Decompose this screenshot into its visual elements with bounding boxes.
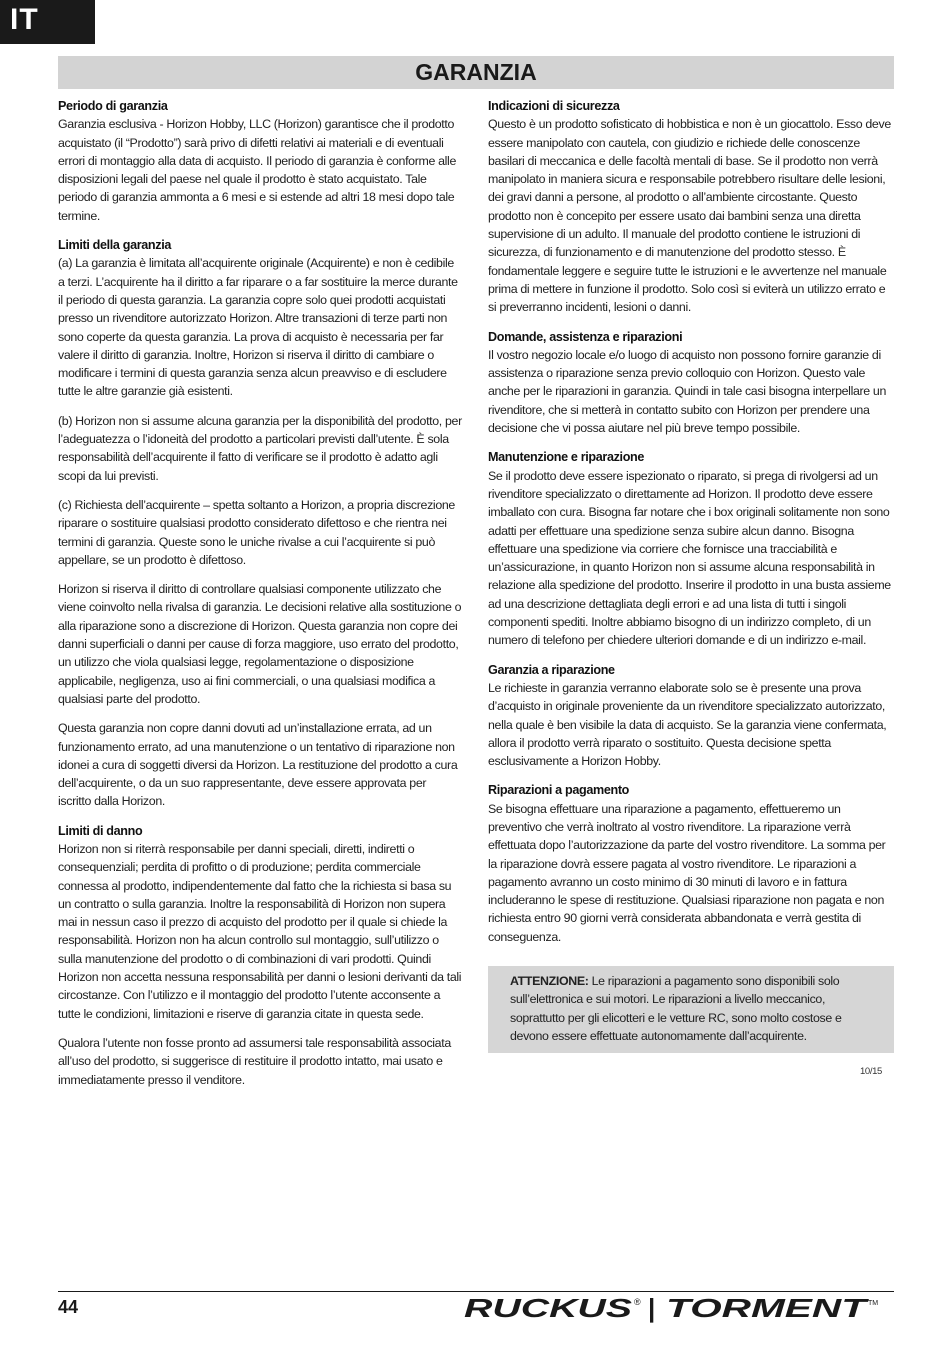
notice-text: Le riparazioni a pagamento sono disponibili solo sull’elettronica e sui motori. Le riparazioni a livello meccanico, soprattutto per gli elicotteri e le vetture RC, sono molto costose e devono essere effettuate autonomamente dall’acquirente. — [510, 974, 842, 1043]
paragraph: Garanzia esclusiva - Horizon Hobby, LLC (Horizon) garantisce che il prodotto acquistato (il “Prodotto”) sarà privo di difetti relativi ai materiali e di eventuali errori di montaggio alla data di acquisto. Il periodo di garanzia è conforme alle disposizioni legali del paese nel quale il prodotto è stato acquistato. Tale periodo di garanzia ammonta a 6 mesi e si estende ad altri 18 mesi dopo tale termine. — [58, 117, 456, 223]
section-heading: Limiti di danno — [58, 823, 143, 838]
paragraph: Le richieste in garanzia verranno elaborate solo se è presente una prova d’acquisto in originale proveniente da un rivenditore specializzato autorizzato, nella quale è ben visibile la data di acquisto. Se la garanzia viene confermata, allora il prodotto verrà riparato o sostituito. Questa decisione spetta esclusivamente a Horizon Hobby. — [488, 680, 887, 769]
page-number: 44 — [58, 1297, 79, 1317]
section-periodo-di-garanzia — [58, 97, 462, 225]
paragraph: Se bisogna effettuare una riparazione a pagamento, effettueremo un preventivo che verrà inoltrato al vostro rivenditore. La riparazione verrà effettuata dopo l’autorizzazione da parte del vostro rivenditore. La somma per la riparazione dovrà essere pagata al vostro rivenditore. Le riparazioni a pagamento avranno un costo minimo di 30 minuti di lavoro e in fattura includeranno le spese di restituzione. Qualsiasi riparazione non pagata e non richiesta entro 90 giorni verrà considerata abbandonata e verrà gestita di conseguenza. — [488, 801, 886, 944]
section-heading: Indicazioni di sicurezza — [488, 99, 620, 113]
section-limiti-della-garanzia — [58, 236, 462, 811]
ruckus-torment-logo — [464, 1293, 884, 1323]
section-limiti-di-danno — [58, 822, 462, 1089]
brand-logo — [464, 1293, 884, 1323]
left-column — [58, 97, 462, 1089]
trademark-mark: TM — [868, 1300, 879, 1307]
paragraph: Questa garanzia non copre danni dovuti ad un’installazione errata, ad un funzionamento errato, ad una manutenzione o un tentativo di riparazione non idonei a cura di soggetti diversi da Horizon. La restituzione del prodotto a cura dell’acquirente, o da un suo rappresentante, deve essere approvata per iscritto dalla Horizon. — [58, 721, 458, 809]
section-heading: Riparazioni a pagamento — [488, 783, 630, 798]
section-manutenzione-e-riparazione — [488, 448, 894, 649]
section-heading: Limiti della garanzia — [58, 238, 172, 253]
section-heading: Manutenzione e riparazione — [488, 450, 645, 465]
paragraph: Horizon non si riterrà responsabile per danni speciali, diretti, indiretti o consequenziali; perdita di profitto o di produzione; perdita commerciale connessa al prodotto, indipendentemente dal fatto che la richiesta si basa su un contratto o sulla garanzia. Inoltre la responsabilità di Horizon non supera mai in nessun caso il prezzo di acquisto del prodotto per il quale si chiede la responsabilità. Horizon non ha alcun controllo sul montaggio, sull’utilizzo o sulla manutenzione del prodotto o di combinazioni di vari prodotti. Quindi Horizon non accetta nessuna responsabilità per danni o lesioni derivanti da tali circostanze. Con l’utilizzo e il montaggio del prodotto l’utente acconsente a tutte le condizioni, limitazioni e riserve di garanzia citate in questa sede. — [58, 841, 462, 1021]
paragraph: (a) La garanzia è limitata all’acquirente originale (Acquirente) e non è cedibile a terzi. L’acquirente ha il diritto a far riparare o a far sostituire la merce durante il periodo di questa garanzia. La garanzia copre solo quei prodotti acquistati presso un rivenditore autorizzato Horizon. Altre transazioni di terze parti non sono coperte da questa garanzia. La prova di acquisto è necessaria per far valere il diritto di garanzia. Inoltre, Horizon si riserva il diritto di cambiare o modificare i termini di questa garanzia senza alcun preavviso e di escludere tutte le altre garanzie già esistenti. — [58, 256, 458, 399]
brand-name: RUCKUS — [464, 1293, 633, 1323]
paragraph: Questo è un prodotto sofisticato di hobbistica e non è un giocattolo. Esso deve essere manipolato con cautela, con giudizio e richiede delle conoscenze basilari di meccanica e delle facoltà mentali di base. Se il prodotto non verrà manipolato in maniera sicura e responsabile potrebbero risultare delle lesioni, dei gravi danni a persone, al prodotto o all’ambiente circostante. Questo prodotto non è concepito per essere usato dai bambini senza una diretta supervisione di un adulto. Il manuale del prodotto contiene le istruzioni di sicurezza, di funzionamento e di manutenzione del prodotto stesso. È fondamentale leggere e seguire tutte le istruzioni e le avvertenze nel manuale prima di mettere in funzione il prodotto. Solo così si eviterà un utilizzo errato e si preverranno incidenti, lesioni o danni. — [488, 117, 891, 315]
section-garanzia-a-riparazione — [488, 661, 894, 771]
section-heading: Periodo di garanzia — [58, 99, 168, 113]
paragraph: Qualora l’utente non fosse pronto ad assumersi tale responsabilità associata all’uso del prodotto, si suggerisce di restituire il prodotto intatto, mai usato e immediatamente presso il venditore. — [58, 1035, 451, 1087]
section-heading: Domande, assistenza e riparazioni — [488, 329, 683, 344]
page-title: GARANZIA — [58, 56, 894, 89]
paragraph: Horizon si riserva il diritto di controllare qualsiasi componente utilizzato che viene coinvolto nella rivalsa di garanzia. Le decisioni relative alla sostituzione o alla riparazione sono a discrezione di Horizon. Questa garanzia non copre dei danni superficiali o danni per cause di forza maggiore, uso errato del prodotto, un utilizzo che viola qualsiasi legge, regolamentazione o disposizione applicabile, negligenza, uso ai fini commerciali, o una qualsiasi modifica a qualsiasi parte del prodotto. — [58, 582, 462, 706]
date-code: 10/15 — [859, 1066, 882, 1078]
section-heading: Garanzia a riparazione — [488, 662, 615, 677]
language-tab: IT — [0, 0, 95, 44]
brand-model: TORMENT — [666, 1293, 870, 1323]
attention-notice — [488, 966, 894, 1053]
brand-separator: | — [648, 1293, 656, 1323]
section-domande-assistenza — [488, 328, 894, 438]
registered-mark: ® — [634, 1297, 641, 1307]
paragraph: Se il prodotto deve essere ispezionato o riparato, si prega di rivolgersi ad un rivenditore specializzato o direttamente ad Horizon. Il prodotto deve essere imballato con cura. Bisogna far notare che i box originali solitamente non sono adatti per effettuare una spedizione senza subire alcun danno. Bisogna effettuare una spedizione via corriere che fornisce una tracciabilità e un’assicurazione, in quanto Horizon non si assume alcuna responsabilità in relazione alla spedizione del prodotto. Inserire il prodotto in una busta assieme ad una descrizione dettagliata degli errori e ad una lista di tutti i singoli componenti spediti. Inoltre abbiamo bisogno di un indirizzo completo, di un numero di telefono per chiedere ulteriori domande e di un indirizzo e-mail. — [488, 468, 891, 648]
section-indicazioni-di-sicurezza — [488, 97, 894, 317]
footer-divider — [58, 1291, 894, 1292]
paragraph: (c) Richiesta dell’acquirente – spetta soltanto a Horizon, a propria discrezione riparare o sostituire qualsiasi prodotto considerato difettoso e che rientra nei termini di garanzia. Queste sono le uniche rivalse a cui l’acquirente si può appellare, se un prodotto è difettoso. — [58, 497, 455, 567]
paragraph: Il vostro negozio locale e/o luogo di acquisto non possono fornire garanzie di assistenza o riparazione senza previo colloquio con Horizon. Questo vale anche per le riparazioni in garanzia. Quindi in tale casi bisogna interpellare un rivenditore, che si metterà in contatto subito con Horizon per prendere una decisione che vi possa aiutare nel più breve tempo possibile. — [488, 347, 887, 436]
paragraph: (b) Horizon non si assume alcuna garanzia per la disponibilità del prodotto, per l’adeguatezza o l’idoneità del prodotto a particolari previsti dall’utente. È sola responsabilità dell’acquirente il fatto di verificare se il prodotto è adatto agli scopi da lui previsti. — [58, 413, 462, 483]
right-column — [488, 97, 894, 1082]
section-riparazioni-a-pagamento — [488, 781, 894, 946]
notice-label: ATTENZIONE: — [510, 974, 589, 989]
